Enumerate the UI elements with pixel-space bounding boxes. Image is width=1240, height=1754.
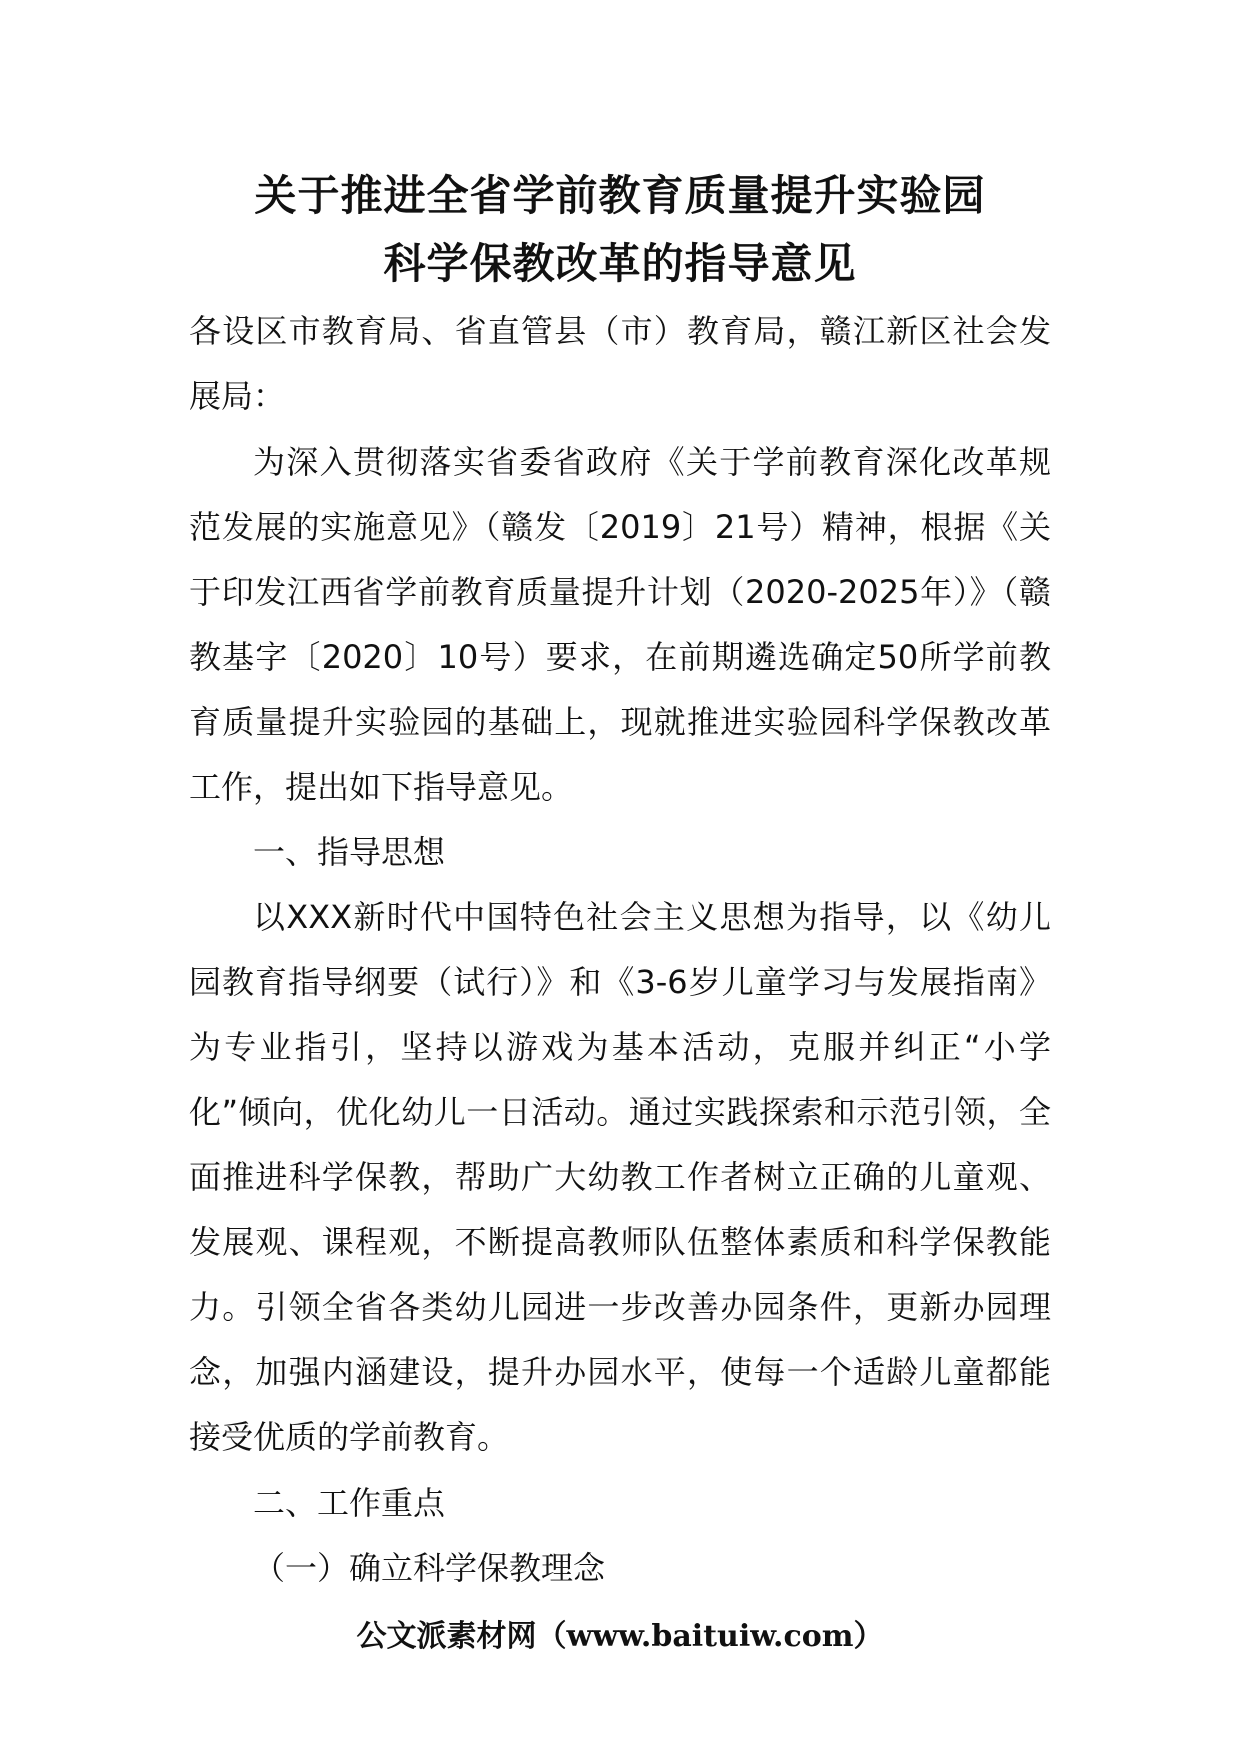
intro-paragraph: 为深入贯彻落实省委省政府《关于学前教育深化改革规范发展的实施意见》（赣发〔2019〕21号）精神，根据《关于印发江西省学前教育质量提升计划（2020-2025年）》（赣教基字〔2020〕10号）要求，在前期遴选确定50所学前教育质量提升实验园的基础上，现就推进实验园科学保教改革工作，提出如下指导意见。 (189, 443, 1051, 806)
footer-watermark: 公文派素材网（www.baituiw.com） (356, 1619, 884, 1654)
document-title-line-1: 关于推进全省学前教育质量提升实验园 (254, 171, 986, 220)
document-title-line-2: 科学保教改革的指导意见 (383, 239, 857, 288)
section-1-heading: 一、指导思想 (253, 833, 446, 871)
section-2-heading: 二、工作重点 (253, 1484, 446, 1522)
section-2-subheading-1: （一）确立科学保教理念 (253, 1549, 606, 1587)
addressee-paragraph: 各设区市教育局、省直管县（市）教育局，赣江新区社会发展局： (189, 312, 1051, 415)
section-1-paragraph: 以XXX新时代中国特色社会主义思想为指导，以《幼儿园教育指导纲要（试行）》和《3-6岁儿童学习与发展指南》为专业指引，坚持以游戏为基本活动，克服并纠正“小学化”倾向，优化幼儿一日活动。通过实践探索和示范引领，全面推进科学保教，帮助广大幼教工作者树立正确的儿童观、发展观、课程观，不断提高教师队伍整体素质和科学保教能力。引领全省各类幼儿园进一步改善办园条件，更新办园理念，加强内涵建设，提升办园水平，使每一个适龄儿童都能接受优质的学前教育。 (189, 898, 1051, 1456)
